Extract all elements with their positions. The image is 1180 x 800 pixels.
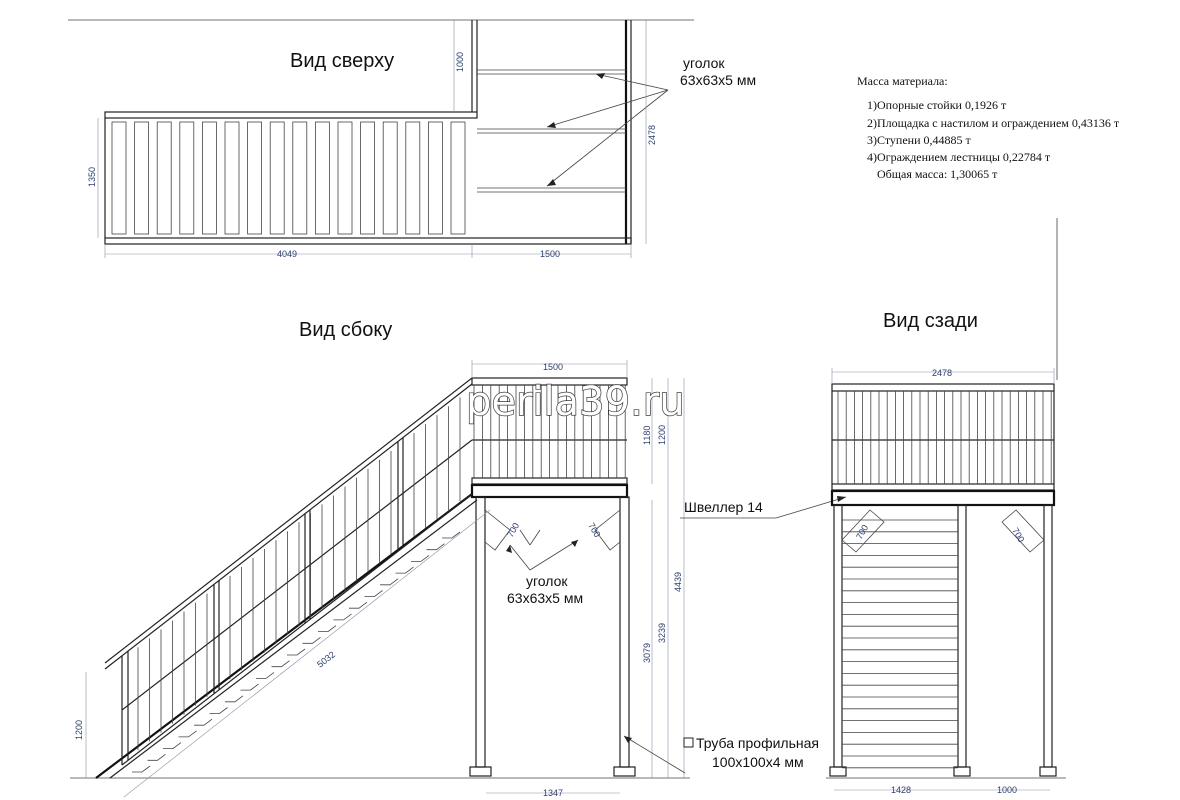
dim-side-1500: 1500	[543, 362, 564, 372]
dim-side-1347: 1347	[543, 788, 564, 798]
mass-item-2: 2)Площадка с настилом и ограждением 0,43136 т	[867, 116, 1120, 130]
watermark: perila39.ru	[466, 379, 685, 425]
side-stair-tread	[411, 555, 429, 561]
dim-side-700a: 700	[505, 520, 522, 539]
back-stair-steps	[842, 520, 958, 768]
side-stair-tread	[194, 719, 212, 725]
mass-item-1: 1)Опорные стойки 0,1926 т	[867, 98, 1007, 112]
dim-back-1000: 1000	[997, 785, 1018, 795]
top-platform	[472, 20, 631, 244]
dim-side-700b: 700	[586, 521, 603, 540]
top-baluster	[248, 122, 262, 234]
side-stair-tread	[334, 614, 352, 620]
top-baluster	[225, 122, 239, 234]
side-braces	[485, 510, 620, 570]
top-baluster	[180, 122, 194, 234]
dim-side-1200h: 1200	[74, 719, 84, 740]
top-baluster	[338, 122, 352, 234]
back-view-title: Вид сзади	[883, 310, 978, 332]
dim-side-3079: 3079	[642, 642, 652, 663]
dim-side-5032: 5032	[315, 649, 338, 670]
top-baluster	[451, 122, 465, 234]
top-baluster	[270, 122, 284, 234]
top-view	[68, 20, 756, 259]
side-stair-tread	[303, 637, 321, 643]
side-stair-tread	[210, 708, 228, 714]
dim-back-700b: 700	[1010, 526, 1027, 545]
side-angle-label-line2: 63х63х5 мм	[507, 590, 584, 606]
dim-side-3239: 3239	[657, 622, 667, 643]
channel-label: Швеллер 14	[684, 499, 763, 515]
back-channel-beam	[832, 491, 1054, 505]
dim-side-1200: 1200	[657, 424, 667, 445]
mass-item-3: 3)Ступени 0,44885 т	[867, 133, 971, 147]
pipe-label-line1: Труба профильная	[696, 735, 819, 751]
top-baluster	[293, 122, 307, 234]
side-dimension-lines	[86, 360, 684, 797]
pipe-callout	[624, 735, 819, 773]
side-stair-tread	[241, 684, 259, 690]
side-stair-tread	[272, 661, 290, 667]
dim-top-1350: 1350	[87, 166, 97, 187]
top-baluster	[361, 122, 375, 234]
dim-back-1428: 1428	[891, 785, 912, 795]
side-view-title: Вид сбоку	[299, 319, 393, 341]
top-baluster	[112, 122, 126, 234]
top-view-title: Вид сверху	[290, 50, 395, 72]
dim-back-2478: 2478	[932, 368, 953, 378]
side-stair-tread	[163, 743, 181, 749]
back-support-posts	[830, 505, 1056, 776]
dim-side-1180: 1180	[642, 425, 652, 445]
dim-top-1500: 1500	[540, 249, 561, 259]
side-stair-tread	[225, 696, 243, 702]
top-baluster	[202, 122, 216, 234]
side-stair-tread	[365, 591, 383, 597]
side-stair-tread	[318, 626, 336, 632]
side-stair-tread	[148, 754, 166, 760]
mass-heading: Масса материала:	[857, 74, 948, 88]
mass-total: Общая масса: 1,30065 т	[877, 167, 998, 181]
top-angle-label-line1: уголок	[683, 55, 725, 71]
top-baluster	[135, 122, 149, 234]
back-platform-railing	[832, 384, 1054, 490]
dim-top-4049: 4049	[277, 249, 298, 259]
top-baluster	[406, 122, 420, 234]
side-stair-tread	[427, 544, 445, 550]
top-baluster	[157, 122, 171, 234]
side-stair-tread	[132, 766, 150, 772]
dim-side-4439: 4439	[673, 571, 683, 592]
top-stair-plan	[105, 112, 631, 244]
side-support-posts	[470, 497, 635, 776]
back-railing-balusters	[838, 391, 1051, 484]
back-view	[826, 218, 1066, 795]
dim-top-1000: 1000	[455, 51, 465, 72]
top-baluster	[315, 122, 329, 234]
dim-top-2478: 2478	[647, 124, 657, 145]
side-stair-tread	[349, 602, 367, 608]
dim-back-700a: 700	[854, 522, 871, 541]
side-stair-tread	[179, 731, 197, 737]
side-stair-treads	[132, 532, 460, 772]
top-baluster	[428, 122, 442, 234]
side-stair-balusters	[138, 397, 460, 750]
channel-callout	[680, 496, 846, 518]
mass-table	[857, 74, 1120, 181]
top-angle-label-line2: 63х63х5 мм	[680, 72, 757, 88]
top-baluster	[383, 122, 397, 234]
pipe-label-line2: 100х100х4 мм	[712, 754, 804, 770]
mass-item-4: 4)Ограждением лестницы 0,22784 т	[867, 150, 1051, 164]
side-stair-tread	[256, 672, 274, 678]
side-stair-tread	[442, 532, 460, 538]
square-tube-icon	[684, 738, 693, 747]
side-stair-flight	[96, 378, 477, 778]
side-angle-label-line1: уголок	[526, 573, 568, 589]
side-stair-tread	[287, 649, 305, 655]
